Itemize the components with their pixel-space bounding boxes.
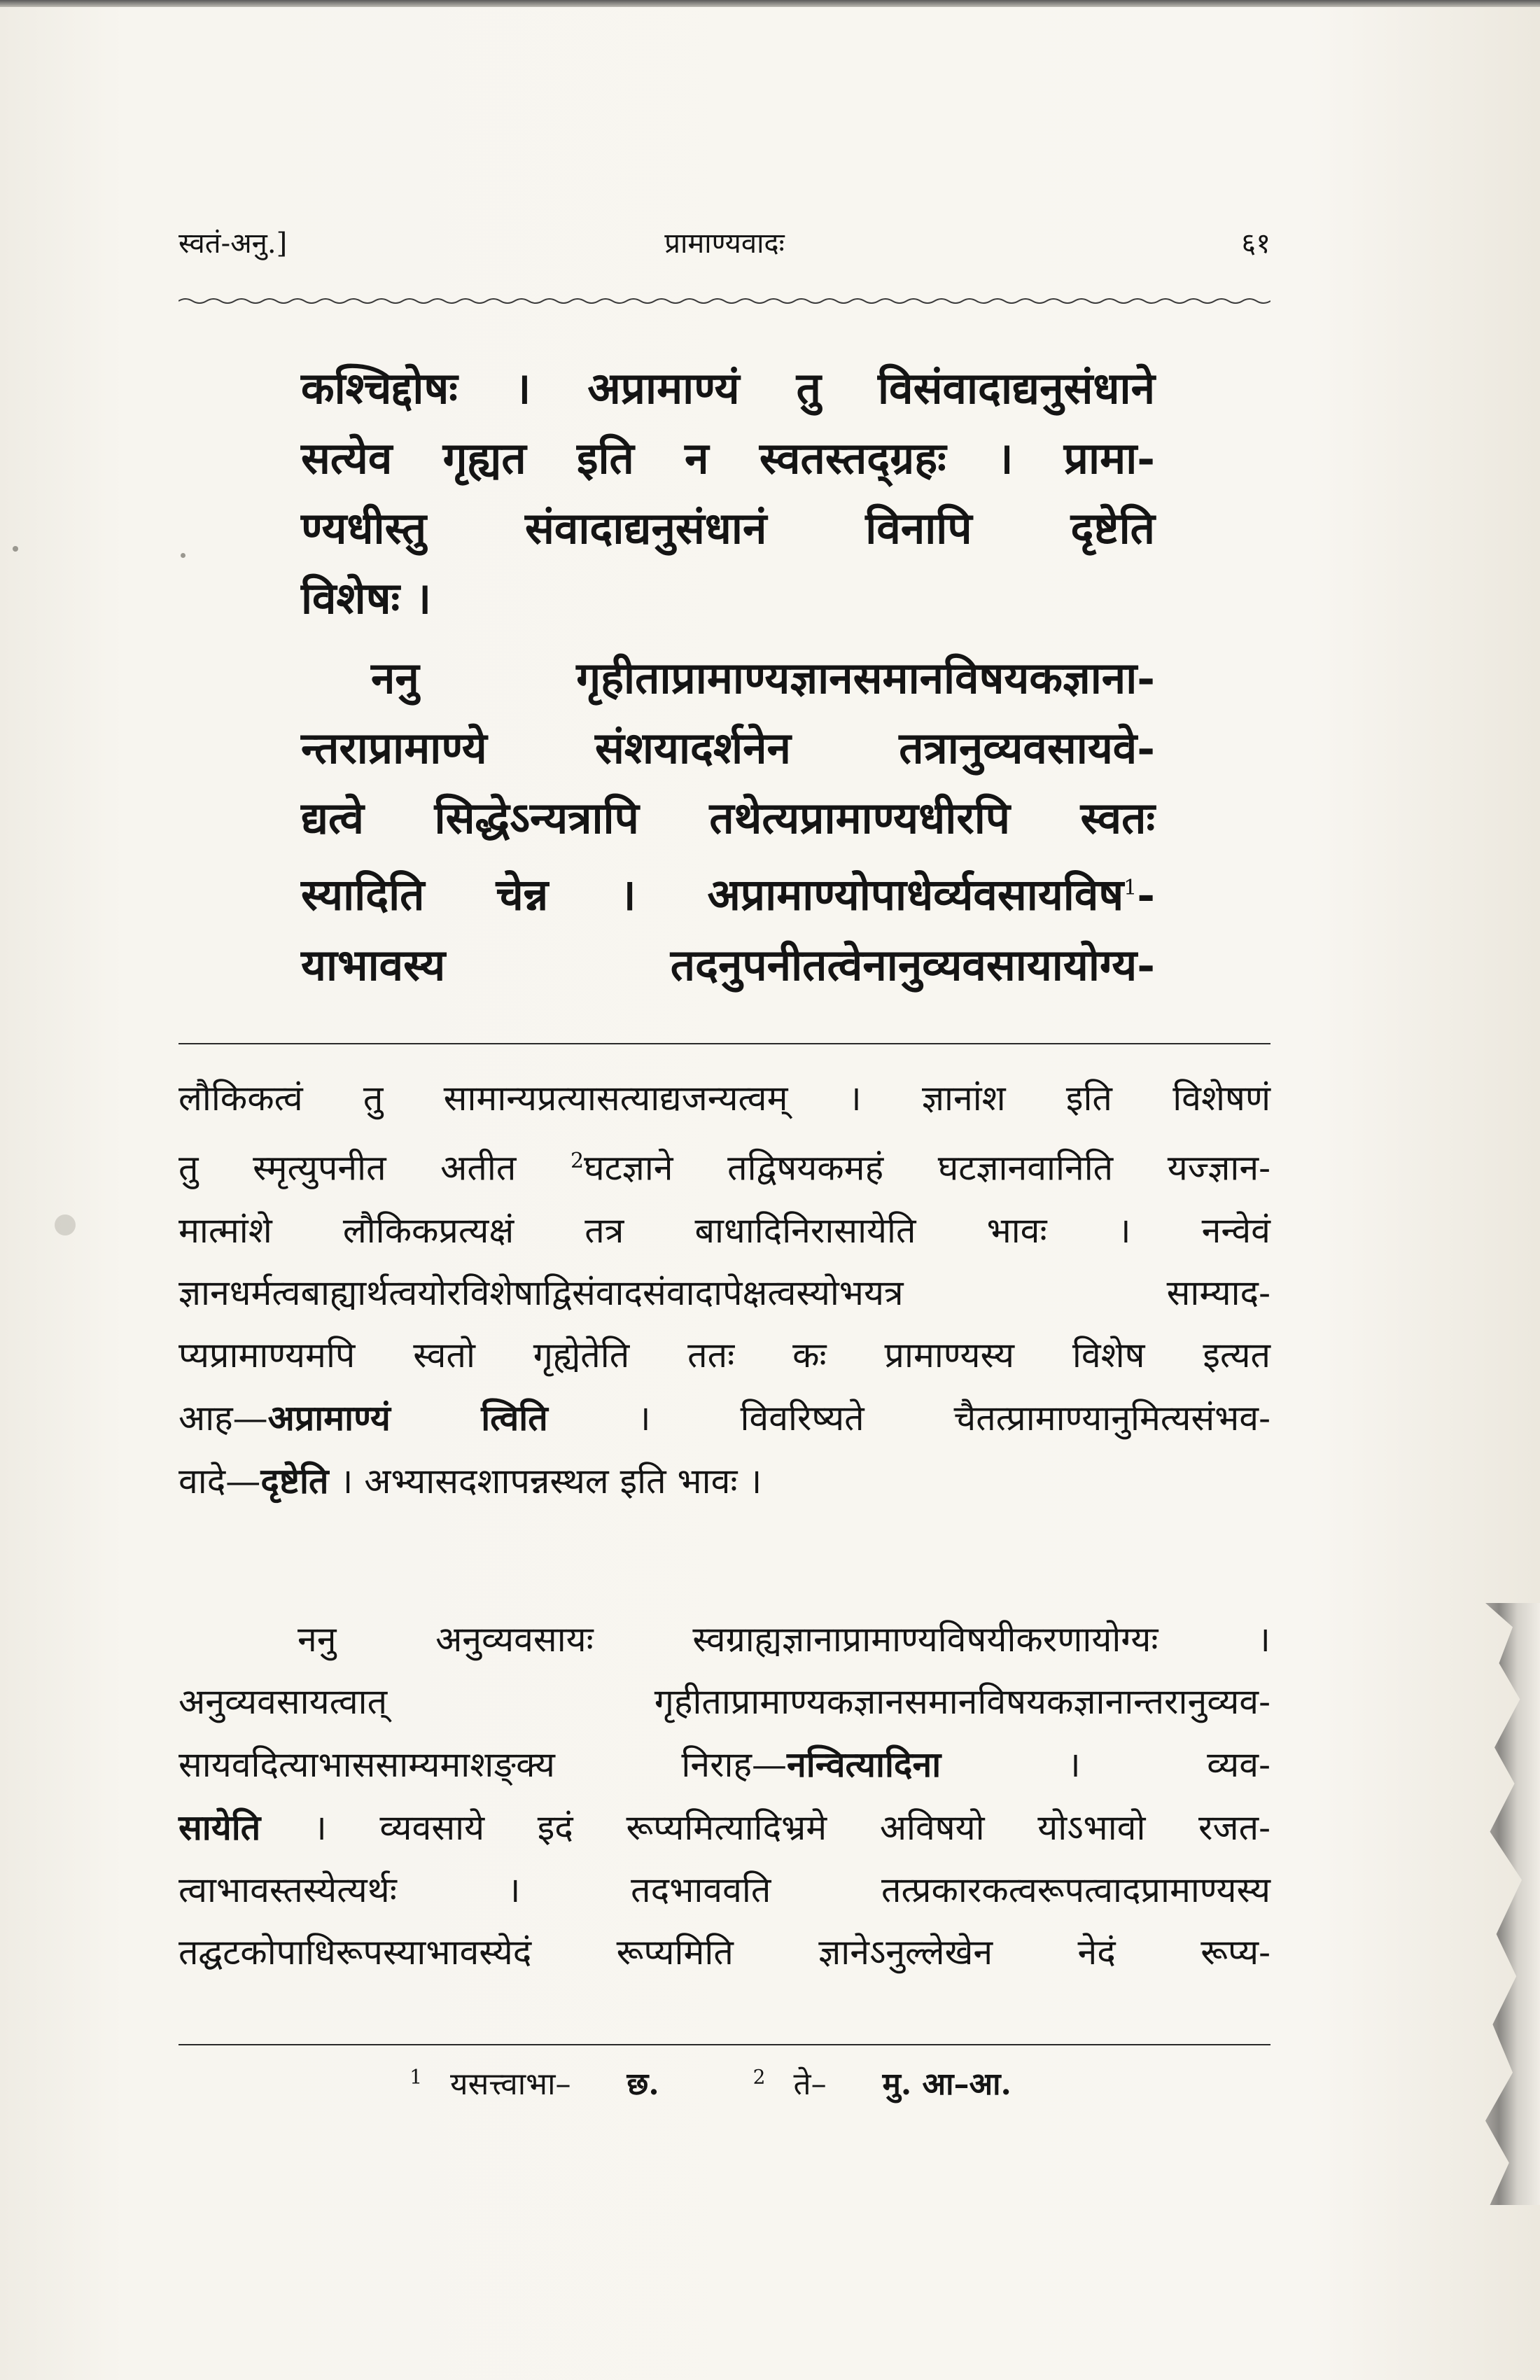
main-line: द्यत्वे सिद्धेऽन्यत्रापि तथेत्यप्रामाण्यधीरपि स्वतः bbox=[301, 792, 1155, 844]
footnote-mark: 1 bbox=[1124, 876, 1138, 900]
commentary-line bbox=[178, 1387, 1270, 1450]
commentary-text: । विवरिष्यते चैतत्प्रामाण्यानुमित्यसंभव- bbox=[547, 1397, 1270, 1438]
footnote-2 bbox=[753, 2066, 1040, 2102]
text-commentary-divider bbox=[178, 1043, 1270, 1044]
main-line: न्तराप्रामाण्ये संशयादर्शनेन तत्रानुव्यवसायवे- bbox=[301, 722, 1155, 774]
pratika-lemma: अप्रामाण्यं त्विति bbox=[267, 1396, 548, 1438]
torn-paper-edge bbox=[1449, 1603, 1540, 2205]
commentary-line: अनुव्यवसायत्वात् गृहीताप्रामाण्यकज्ञानसमानविषयकज्ञानान्तरानुव्यव- bbox=[178, 1681, 1270, 1722]
commentary-line: लौकिकत्वं तु सामान्यप्रत्यासत्याद्यजन्यत्वम् । ज्ञानांश इति विशेषणं bbox=[178, 1078, 1270, 1119]
main-line: सत्येव गृह्यत इति न स्वतस्तद्ग्रहः । प्रामा- bbox=[301, 433, 1155, 484]
commentary-line bbox=[178, 1733, 1270, 1796]
main-line: विशेषः । bbox=[301, 573, 432, 624]
commentary-text: । व्यव- bbox=[941, 1744, 1270, 1785]
footnote-source: छ. bbox=[626, 2066, 659, 2102]
commentary-text: । अभ्यासदशापन्नस्थल इति भावः । bbox=[328, 1460, 762, 1502]
paper-speck bbox=[181, 553, 186, 558]
commentary-text: तु स्मृत्युपनीत अतीत bbox=[178, 1147, 517, 1189]
footnote-source: मु. आ–आ. bbox=[882, 2066, 1011, 2102]
commentary-line: तद्घटकोपाधिरूपस्याभावस्येदं रूप्यमिति ज्ञानेऽनुल्लेखेन नेदं रूप्य- bbox=[178, 1932, 1270, 1973]
footnote-1 bbox=[410, 2066, 687, 2102]
pratika-lemma: नन्वित्यादिना bbox=[787, 1744, 941, 1785]
main-line: याभावस्य तदनुपनीतत्वेनानुव्यवसायायोग्य- bbox=[301, 939, 1155, 990]
commentary-line: प्यप्रामाण्यमपि स्वतो गृह्येतेति ततः कः प्रामाण्यस्य विशेष इत्यत bbox=[178, 1334, 1270, 1376]
footnote-mark: 2 bbox=[570, 1149, 584, 1173]
main-line-hyphen: - bbox=[1137, 869, 1155, 920]
commentary-line: ज्ञानधर्मत्वबाह्यार्थत्वयोरविशेषाद्विसंवादसंवादापेक्षत्वस्योभयत्र साम्याद- bbox=[178, 1272, 1270, 1313]
main-line: कश्चिद्दोषः । अप्रामाण्यं तु विसंवादाद्यनुसंधाने bbox=[301, 363, 1155, 414]
footnotes bbox=[178, 2062, 1270, 2104]
commentary-text: घटज्ञाने तद्विषयकमहं घटज्ञानवानिति यज्ज्ञान- bbox=[584, 1147, 1271, 1189]
paper-speck bbox=[13, 546, 18, 552]
commentary-text: आह— bbox=[178, 1397, 268, 1438]
commentary-line bbox=[178, 1130, 1270, 1200]
commentary-line bbox=[178, 1450, 1270, 1513]
main-line-text: स्यादिति चेन्न । अप्रामाण्योपाधेर्व्यवसायविष bbox=[301, 869, 1124, 920]
running-header bbox=[178, 223, 1270, 272]
pratika-lemma: दृष्टेति bbox=[260, 1460, 329, 1502]
page-number: ६१ bbox=[1241, 227, 1270, 260]
main-line bbox=[301, 853, 1155, 930]
commentary-text: सायवदित्याभाससाम्यमाशङ्क्य निराह— bbox=[178, 1744, 788, 1785]
commentary-line: मात्मांशे लौकिकप्रत्यक्षं तत्र बाधादिनिरासायेति भावः । नन्वेवं bbox=[178, 1210, 1270, 1251]
commentary-line bbox=[178, 1796, 1270, 1859]
commentary-block-2 bbox=[178, 1609, 1270, 1984]
footnote-text: यसत्त्वाभा– bbox=[450, 2066, 571, 2102]
commentary-block-1 bbox=[178, 1068, 1270, 1513]
commentary-line: ननु अनुव्यवसायः स्वग्राह्यज्ञानाप्रामाण्यविषयीकरणायोग्यः । bbox=[298, 1619, 1270, 1660]
footnote-divider bbox=[178, 2044, 1270, 2045]
main-line: ननु गृहीताप्रामाण्यज्ञानसमानविषयकज्ञाना- bbox=[371, 652, 1155, 704]
footnote-text: ते– bbox=[793, 2066, 827, 2102]
header-section-label: स्वतं-अनु.] bbox=[178, 227, 288, 260]
header-title: प्रामाण्यवादः bbox=[664, 227, 785, 260]
footnote-number: 1 bbox=[410, 2065, 423, 2089]
pratika-lemma: सायेति bbox=[178, 1807, 261, 1848]
footnote-number: 2 bbox=[752, 2065, 766, 2089]
paper-speck bbox=[55, 1214, 76, 1236]
main-text-block bbox=[301, 354, 1155, 1000]
commentary-line: त्वाभावस्तस्येत्यर्थः । तदभाववति तत्प्रकारकत्वरूपत्वादप्रामाण्यस्य bbox=[178, 1870, 1270, 1910]
commentary-text: । व्यवसाये इदं रूप्यमित्यादिभ्रमे अविषयो योऽभावो रजत- bbox=[260, 1807, 1270, 1848]
page-top-edge bbox=[0, 0, 1540, 7]
commentary-text: वादे— bbox=[178, 1460, 261, 1502]
main-line: ण्यधीस्तु संवादाद्यनुसंधानं विनापि दृष्टेति bbox=[301, 503, 1155, 554]
header-wavy-rule bbox=[178, 294, 1270, 308]
